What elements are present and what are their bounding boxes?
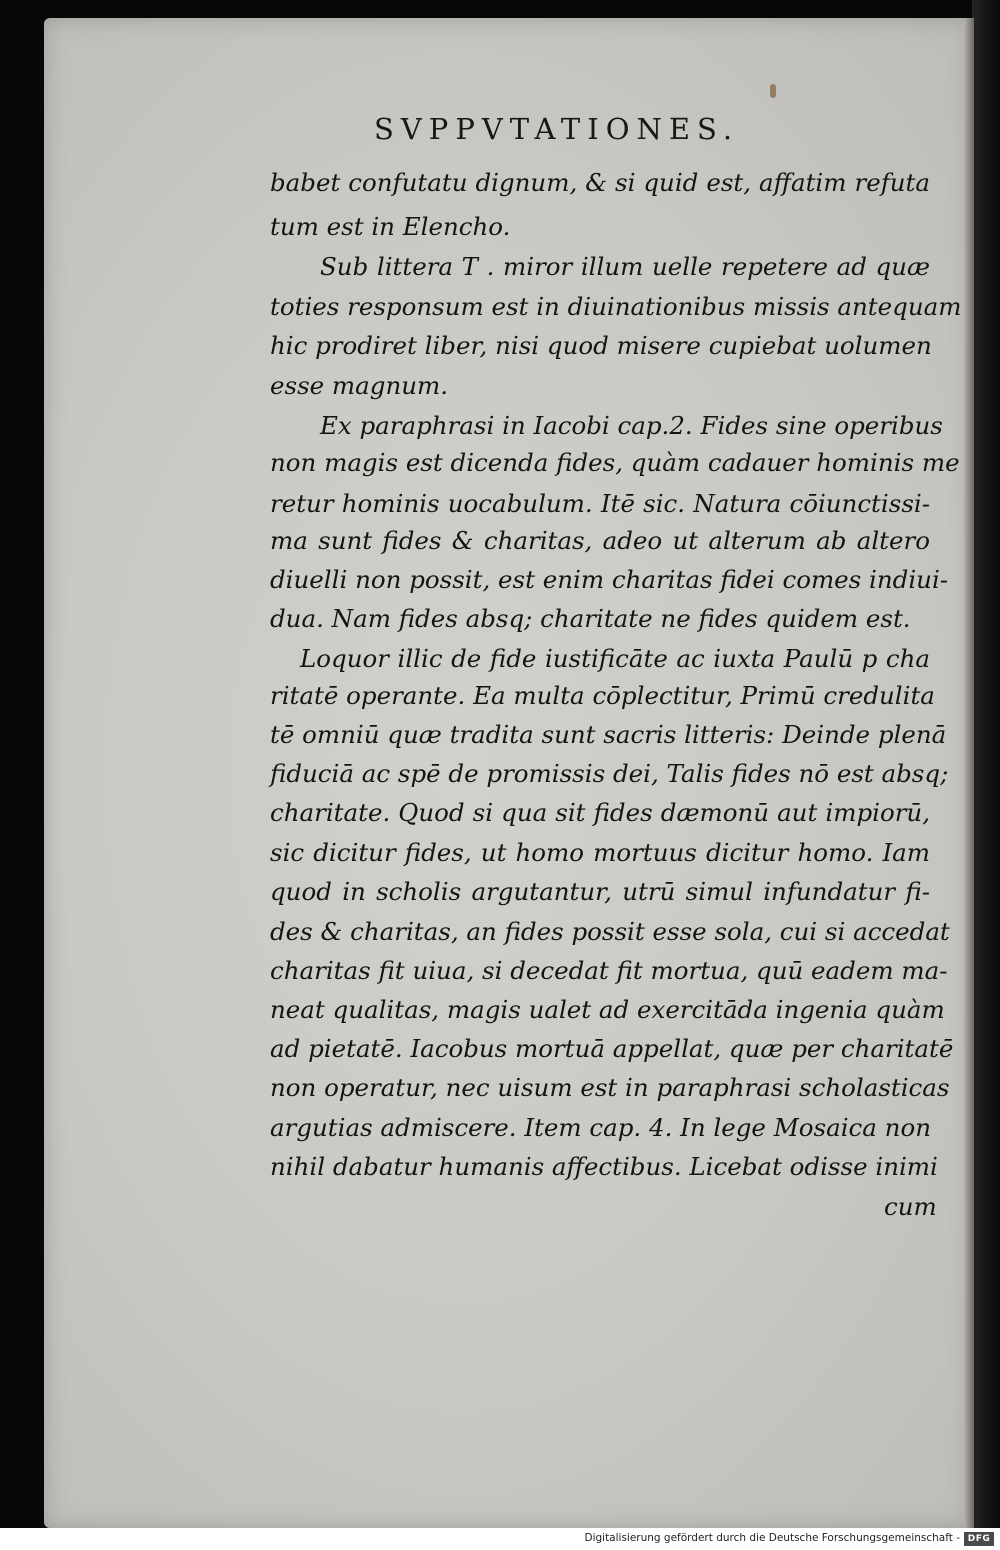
- text-line: charitate. Quod si qua sit fides dæmonū aut impiorū,: [270, 798, 930, 827]
- text-line: esse magnum.: [270, 371, 449, 400]
- footer-bar: [0, 1528, 1000, 1550]
- text-line: toties responsum est in diuinationibus missis antequam: [270, 292, 962, 321]
- funding-credit: Digitalisierung gefördert durch die Deutsche Forschungsgemeinschaft -: [584, 1532, 960, 1544]
- text-line: babet confutatu dignum, & si quid est, affatim refuta: [270, 168, 930, 197]
- page-edge: [964, 18, 974, 1528]
- text-line: ma sunt fides & charitas, adeo ut alterum ab altero: [270, 526, 930, 555]
- dfg-logo: DFG: [964, 1532, 994, 1546]
- catchword: cum: [884, 1192, 937, 1221]
- ink-spot-decoration: [770, 84, 776, 98]
- text-line: Ex paraphrasi in Iacobi cap.2. Fides sine operibus: [320, 411, 943, 440]
- text-line: tē omniū quæ tradita sunt sacris litteris: Deinde plenā: [270, 720, 947, 749]
- text-line: fiduciā ac spē de promissis dei, Talis fides nō est absq;: [270, 759, 949, 788]
- text-line: ritatē operante. Ea multa cōplectitur, Primū credulita: [270, 681, 935, 710]
- text-line: non magis est dicenda fides, quàm cadauer hominis me: [270, 448, 960, 477]
- text-line: argutias admiscere. Item cap. 4. In lege Mosaica non: [270, 1113, 931, 1142]
- text-line: quod in scholis argutantur, utrū simul infundatur fi-: [270, 877, 930, 906]
- text-line: retur hominis uocabulum. Itē sic. Natura cōiunctissi-: [270, 489, 930, 518]
- text-line: sic dicitur fides, ut homo mortuus dicitur homo. Iam: [270, 838, 930, 867]
- text-line: nihil dabatur humanis affectibus. Licebat odisse inimi: [270, 1152, 938, 1181]
- text-line: dua. Nam fides absq; charitate ne fides quidem est.: [270, 604, 911, 633]
- book-gutter: [972, 0, 1000, 1528]
- text-line: Sub littera T . miror illum uelle repetere ad quæ: [320, 252, 930, 281]
- text-line: Loquor illic de fide iustificāte ac iuxta Paulū p cha: [300, 644, 930, 673]
- text-line: tum est in Elencho.: [270, 212, 511, 241]
- text-line: ad pietatē. Iacobus mortuā appellat, quæ per charitatē: [270, 1034, 954, 1063]
- text-line: charitas fit uiua, si decedat fit mortua, quū eadem ma-: [270, 956, 948, 985]
- text-line: hic prodiret liber, nisi quod misere cupiebat uolumen: [270, 331, 932, 360]
- text-line: non operatur, nec uisum est in paraphrasi scholasticas: [270, 1073, 950, 1102]
- running-head: SVPPVTATIONES.: [374, 112, 740, 146]
- text-line: des & charitas, an fides possit esse sola, cui si accedat: [270, 917, 950, 946]
- text-line: diuelli non possit, est enim charitas fidei comes indiui-: [270, 565, 949, 594]
- text-line: neat qualitas, magis ualet ad exercitāda ingenia quàm: [270, 995, 945, 1024]
